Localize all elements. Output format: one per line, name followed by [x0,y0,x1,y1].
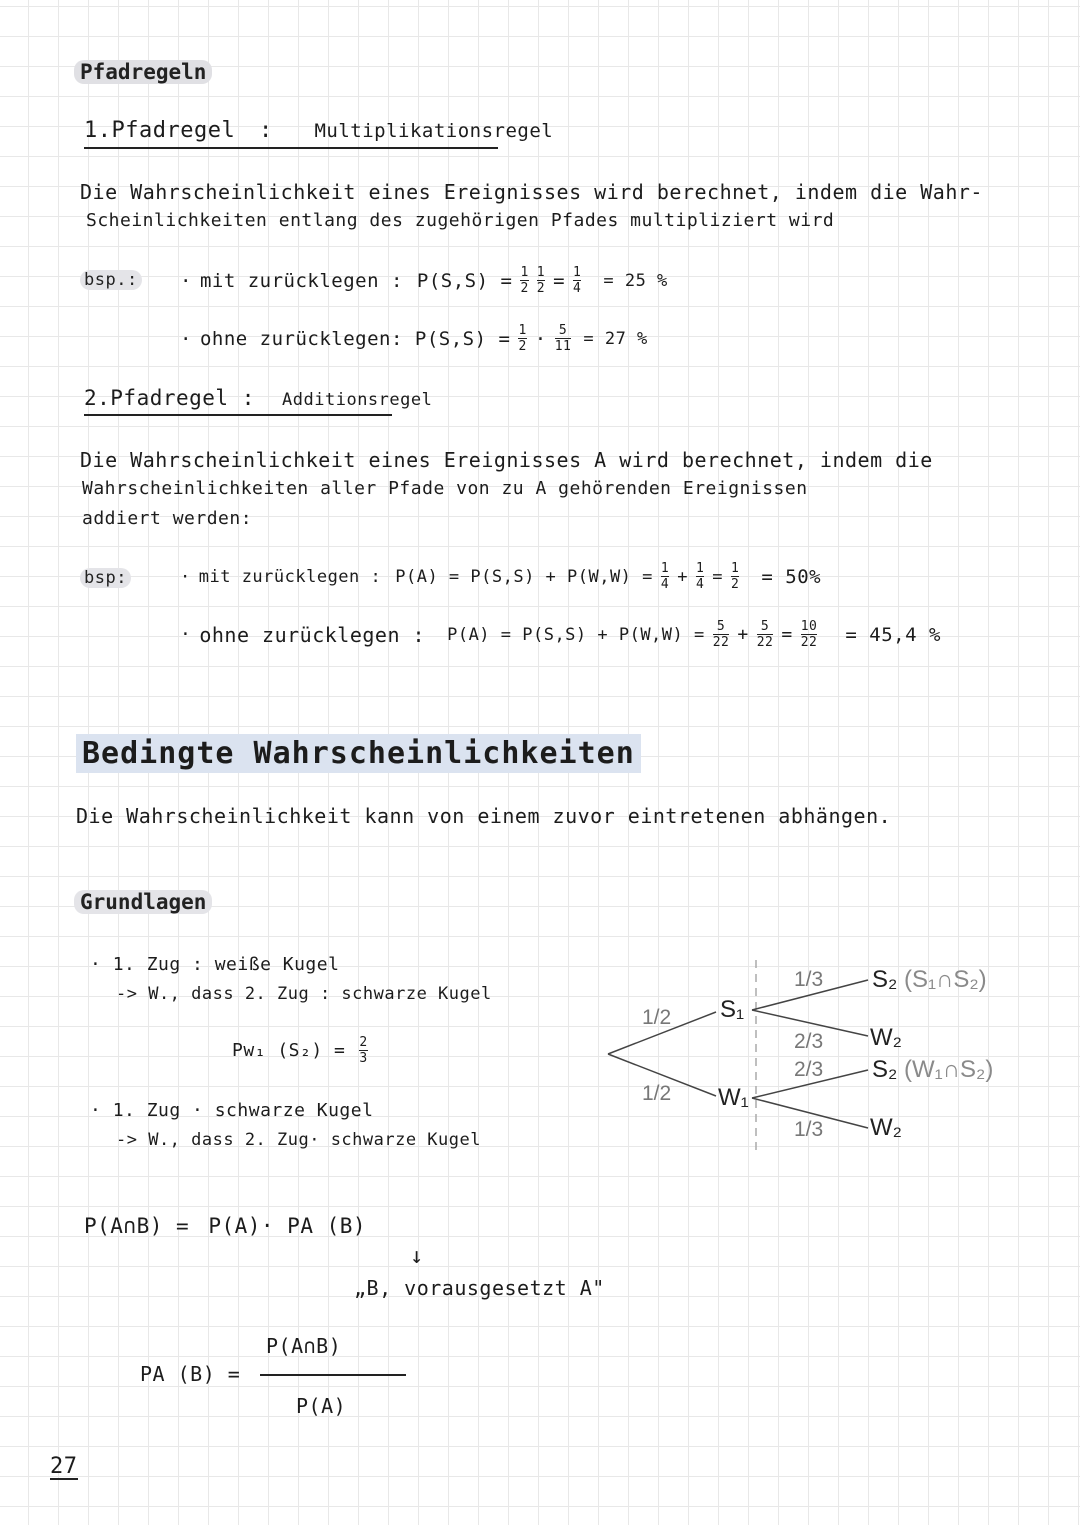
case1-formula-lhs: Pw₁ (S₂) = [232,1040,346,1061]
page-number: 27 [50,1454,78,1479]
equals-sign: = [781,624,793,645]
tree-prob-s1-bottom: 2/3 [794,1030,824,1053]
regel1-text-line2: Scheinlichkeiten entlang des zugehörigen Pfades multipliziert wird [86,210,835,231]
regel1-subtitle: Multiplikationsregel [314,120,554,142]
tree-node-w1: W₁ [718,1084,749,1111]
example1-formula: P(A) = P(S,S) + P(W,W) = [395,566,653,587]
bedingte-intro: Die Wahrscheinlichkeit kann von einem zuvor eintretenen abhängen. [76,804,892,828]
fraction-half: $\frac{1}{2}$ [518,323,527,354]
example1-label: mit zurücklegen : [199,269,403,292]
bullet-dot: · [180,566,191,587]
regel2-text-line3: addiert werden: [82,508,253,529]
tree-prob-root-bottom: 1/2 [642,1082,672,1105]
plus-sign: + [737,624,749,645]
regel2-colon: : [241,386,255,410]
formula-note: „B, vorausgesetzt A" [354,1276,605,1300]
fraction-half: $\frac{1}{2}$ [520,265,529,296]
leaf-note: (S₁∩S₂) [904,966,987,993]
fraction-five-22: $\frac{5}{22}$ [712,619,730,650]
leaf-label: S₂ [872,1056,898,1083]
fraction-bar [260,1374,406,1376]
fraction-five-eleven: $\frac{5}{11}$ [554,323,572,354]
bullet-dot: · [180,624,192,645]
example1-result: = 25 % [603,270,668,291]
multiply-dot: · [534,327,547,350]
formula1-rhs: P(A)· PA (B) [208,1214,367,1238]
regel2-subtitle: Additionsregel [282,390,433,410]
tree-prob-s1-top: 1/3 [794,968,824,991]
bullet-dot: · [180,327,192,350]
tree-node-s1: S₁ [720,996,745,1023]
equals-sign: = [553,269,566,292]
section-heading-pfadregeln: Pfadregeln [74,60,212,84]
case1-line2: -> W., dass 2. Zug : schwarze Kugel [116,984,492,1004]
regel2-text-line2: Wahrscheinlichkeiten aller Pfade von zu A gehörenden Ereignissen [82,478,808,499]
fraction-two-thirds: $\frac{2}{3}$ [359,1035,368,1066]
equals-sign: = [712,566,724,587]
regel2-example1 [180,562,821,591]
example2-lhs: P(S,S) = [414,327,511,350]
regel2-example2 [180,620,941,649]
regel2-text-line1: Die Wahrscheinlichkeit eines Ereignisses A wird berechnet, indem die [80,448,933,472]
fraction-quarter: $\frac{1}{4}$ [695,561,705,592]
regel1-text-line1: Die Wahrscheinlichkeit eines Ereignisses wird berechnet, indem die Wahr- [80,180,983,204]
regel2-title-row [84,386,433,416]
fraction-half: $\frac{1}{2}$ [731,561,740,592]
formula2-lhs: PA (B) = [140,1362,241,1386]
arrow-down-icon: ↓ [410,1244,424,1269]
plus-sign: + [677,566,688,587]
case1-line1: · 1. Zug : weiße Kugel [90,954,340,975]
formula2-denominator: P(A) [296,1394,347,1418]
example2-result: = 27 % [583,328,648,349]
example2-result: = 45,4 % [845,623,941,646]
leaf-label: S₂ [872,966,898,993]
tree-leaf-w2-top: W₂ [870,1024,902,1051]
grundlagen-heading: Grundlagen [74,890,212,914]
section-heading-bedingte: Bedingte Wahrscheinlichkeiten [76,734,641,773]
regel1-colon: : [258,118,273,143]
tree-prob-w1-bottom: 1/3 [794,1118,824,1141]
formula-multiplication [84,1214,366,1238]
example1-lhs: P(S,S) = [416,269,513,292]
case1-formula [232,1036,368,1065]
fraction-quarter: $\frac{1}{4}$ [573,265,582,296]
formula1-lhs: P(A∩B) = [84,1214,190,1238]
tree-leaf-s2-top [872,966,987,994]
case2-line1: · 1. Zug · schwarze Kugel [90,1100,374,1121]
example2-formula: P(A) = P(S,S) + P(W,W) = [447,624,705,645]
probability-tree [600,960,1040,1150]
example2-label: ohne zurücklegen: [199,327,403,350]
regel2-bsp-label: bsp: [80,568,131,588]
fraction-half: $\frac{1}{2}$ [536,265,546,296]
tree-prob-root-top: 1/2 [642,1006,672,1029]
regel1-title-row [84,118,554,149]
regel1-example2 [180,324,648,353]
regel1-title: 1.Pfadregel [84,118,236,143]
example2-label: ohne zurücklegen : [199,622,426,647]
example1-label: mit zurücklegen : [198,566,382,587]
tree-prob-w1-top: 2/3 [794,1058,824,1081]
tree-leaf-s2-bottom [872,1056,993,1084]
case2-line2: -> W., dass 2. Zug· schwarze Kugel [116,1130,481,1150]
fraction-five-22: $\frac{5}{22}$ [756,619,774,650]
fraction-quarter: $\frac{1}{4}$ [660,561,670,592]
fraction-ten-22: $\frac{10}{22}$ [800,619,818,650]
leaf-note: (W₁∩S₂) [904,1056,994,1083]
bullet-dot: · [180,269,192,292]
example1-result: = 50% [761,565,822,588]
formula2-numerator: P(A∩B) [266,1334,342,1358]
regel1-example1 [180,266,668,295]
regel2-title: 2.Pfadregel [84,386,229,410]
regel1-bsp-label: bsp.: [80,270,142,290]
tree-leaf-w2-bottom: W₂ [870,1114,902,1141]
